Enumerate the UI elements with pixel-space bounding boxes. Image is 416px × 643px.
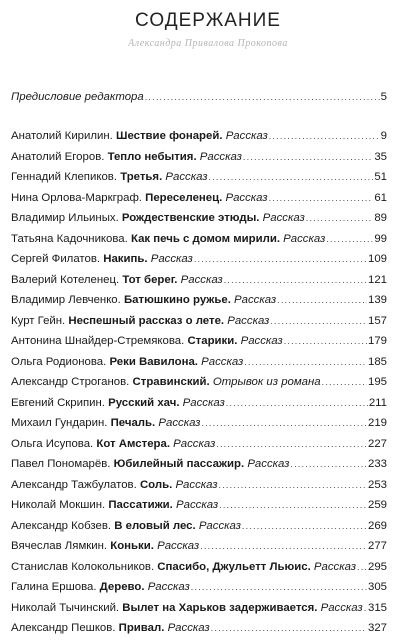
entry-author: Николай Тычинский. bbox=[11, 601, 120, 614]
entry-author: Александр Пешков. bbox=[11, 622, 116, 634]
toc-entry bbox=[11, 253, 387, 274]
leader-dots bbox=[269, 193, 374, 203]
entry-title: Коньки. bbox=[110, 540, 154, 552]
toc-entry bbox=[11, 458, 387, 479]
entry-genre: Рассказ bbox=[167, 622, 210, 634]
entry-author: Татьяна Кадочникова. bbox=[11, 232, 128, 245]
page-number: 259 bbox=[367, 499, 387, 511]
entry-author: Евгений Скрипин. bbox=[11, 396, 105, 409]
entry-genre: Отрывок из романа bbox=[212, 376, 321, 388]
entry-title: Как печь с домом мирили. bbox=[130, 232, 280, 245]
entry-author: Анатолий Егоров. bbox=[11, 150, 105, 163]
toc-entry bbox=[11, 171, 387, 192]
entry-text bbox=[11, 376, 321, 388]
toc-entry bbox=[11, 540, 387, 561]
entry-author: Михаил Гундарин. bbox=[11, 417, 108, 429]
toc-entry bbox=[11, 376, 387, 397]
entry-author: Александр Кобзев. bbox=[11, 519, 112, 532]
entry-text bbox=[11, 315, 269, 327]
entry-text bbox=[11, 294, 276, 306]
entry-author: Антонина Шнайдер-Стремякова. bbox=[11, 335, 185, 347]
toc-entry bbox=[11, 315, 387, 336]
entry-genre: Рассказ bbox=[150, 253, 193, 265]
entry-text bbox=[11, 233, 325, 245]
page-number: 269 bbox=[367, 519, 387, 532]
entry-author: Галина Ершова. bbox=[11, 581, 97, 593]
leader-dots bbox=[219, 480, 367, 490]
entry-text bbox=[11, 520, 241, 532]
entry-author: Александр Строганов. bbox=[11, 376, 130, 388]
leader-dots bbox=[216, 439, 367, 449]
leader-dots bbox=[209, 172, 374, 182]
toc-entry bbox=[11, 397, 387, 418]
page-number: 295 bbox=[367, 560, 387, 573]
show-through-text: Александра Привалова Прокопова bbox=[128, 38, 288, 49]
leader-dots bbox=[326, 234, 373, 244]
entry-title: Спасибо, Джульетт Льюис. bbox=[157, 560, 311, 573]
leader-dots bbox=[306, 213, 374, 223]
entry-title: Старики. bbox=[187, 335, 238, 347]
entry-title: Печаль. bbox=[110, 417, 156, 429]
entry-author: Курт Гейн. bbox=[11, 314, 66, 327]
page-number: 179 bbox=[367, 335, 387, 347]
entry-author: Станислав Колокольников. bbox=[11, 560, 155, 573]
page-number: 211 bbox=[368, 396, 387, 409]
entry-text bbox=[11, 335, 283, 347]
entry-author: Анатолий Кирилин. bbox=[11, 130, 113, 142]
entry-genre: Рассказ bbox=[198, 519, 241, 532]
entry-genre: Рассказ bbox=[227, 314, 270, 327]
leader-dots bbox=[200, 541, 367, 551]
leader-dots bbox=[244, 357, 367, 367]
page-number: 5 bbox=[380, 91, 387, 103]
entry-genre: Рассказ bbox=[320, 601, 363, 614]
entry-author: Владимир Ильиных. bbox=[11, 212, 119, 224]
entry-title: В еловый лес. bbox=[114, 519, 196, 532]
entry-text bbox=[11, 438, 215, 450]
page-number: 315 bbox=[367, 601, 387, 614]
table-of-contents bbox=[11, 91, 387, 643]
entry-text bbox=[11, 397, 225, 409]
leader-dots bbox=[191, 582, 367, 592]
toc-entry bbox=[11, 561, 387, 582]
leader-dots bbox=[145, 92, 380, 102]
leader-dots bbox=[270, 316, 367, 326]
leader-dots bbox=[243, 152, 373, 162]
leader-dots bbox=[194, 254, 367, 264]
leader-dots bbox=[284, 336, 367, 346]
page-number: 253 bbox=[367, 478, 387, 491]
leader-dots bbox=[322, 377, 367, 387]
entry-author: Ольга Исупова. bbox=[11, 437, 94, 450]
entry-author: Ольга Родионова. bbox=[11, 355, 107, 368]
entry-text bbox=[11, 417, 200, 429]
page-number: 219 bbox=[367, 417, 387, 429]
leader-dots bbox=[269, 131, 380, 141]
page-number: 233 bbox=[367, 458, 387, 470]
entry-text bbox=[11, 171, 208, 183]
toc-entry bbox=[11, 438, 387, 459]
toc-entry bbox=[11, 233, 387, 254]
entry-text bbox=[11, 212, 305, 224]
page-number: 185 bbox=[367, 355, 387, 368]
page-number: 195 bbox=[367, 376, 387, 388]
toc-entry-preface bbox=[11, 91, 387, 130]
entry-genre: Рассказ bbox=[173, 437, 216, 450]
entry-author: Николай Мокшин. bbox=[11, 499, 106, 511]
toc-entry bbox=[11, 294, 387, 315]
toc-entry bbox=[11, 520, 387, 541]
entry-title: Рождественские этюды. bbox=[121, 212, 260, 224]
entry-author: Александр Тажбулатов. bbox=[11, 478, 137, 491]
entry-genre: Рассказ bbox=[147, 581, 190, 593]
entry-author: Нина Орлова-Маркграф. bbox=[11, 191, 142, 204]
entry-title: Неспешный рассказ о лете. bbox=[68, 314, 225, 327]
entry-title: Переселенец. bbox=[145, 191, 223, 204]
page-number: 99 bbox=[374, 232, 387, 245]
entry-text bbox=[11, 151, 242, 163]
entry-genre: Рассказ bbox=[176, 499, 219, 511]
page-title: СОДЕРЖАНИЕ bbox=[135, 10, 281, 31]
entry-title: Третья. bbox=[120, 171, 163, 183]
entry-author: Владимир Левченко. bbox=[11, 294, 121, 306]
page-number: 121 bbox=[367, 273, 387, 286]
entry-author: Павел Пономарёв. bbox=[11, 458, 111, 470]
entry-title: Соль. bbox=[139, 478, 173, 491]
entry-title: Юбилейный пассажир. bbox=[113, 458, 245, 470]
leader-dots bbox=[219, 500, 367, 510]
toc-entry bbox=[11, 192, 387, 213]
entry-author: Валерий Котеленец. bbox=[11, 273, 120, 286]
entry-title: Русский хач. bbox=[108, 396, 180, 409]
entry-title: Пассатижи. bbox=[108, 499, 173, 511]
entry-title: Дерево. bbox=[99, 581, 145, 593]
entry-title: Батюшкино ружье. bbox=[123, 294, 231, 306]
entry-genre: Рассказ bbox=[225, 130, 268, 142]
preface-label: Предисловие редактора bbox=[11, 91, 144, 103]
entry-genre: Рассказ bbox=[158, 417, 201, 429]
toc-entry bbox=[11, 622, 387, 643]
entry-genre: Рассказ bbox=[199, 150, 242, 163]
page-number: 277 bbox=[367, 540, 387, 552]
entry-author: Вячеслав Лямкин. bbox=[11, 540, 108, 552]
toc-entry bbox=[11, 581, 387, 602]
page-number: 89 bbox=[374, 212, 387, 224]
entry-title: Реки Вавилона. bbox=[109, 355, 198, 368]
page-number: 157 bbox=[367, 314, 387, 327]
entry-text bbox=[11, 540, 199, 552]
leader-dots bbox=[357, 562, 367, 572]
entry-genre: Рассказ bbox=[201, 355, 244, 368]
toc-entry bbox=[11, 499, 387, 520]
entry-text bbox=[11, 581, 190, 593]
page-number: 305 bbox=[367, 581, 387, 593]
page-number: 9 bbox=[380, 130, 387, 142]
entry-text bbox=[11, 356, 243, 368]
page-number: 51 bbox=[374, 171, 387, 183]
entry-text bbox=[11, 561, 356, 573]
leader-dots bbox=[290, 459, 367, 469]
entry-genre: Рассказ bbox=[175, 478, 218, 491]
leader-dots bbox=[277, 295, 367, 305]
leader-dots bbox=[226, 398, 368, 408]
toc-entry bbox=[11, 212, 387, 233]
entry-author: Геннадий Клепиков. bbox=[11, 171, 118, 183]
entry-title: Привал. bbox=[118, 622, 165, 634]
entry-text bbox=[11, 253, 193, 265]
toc-entry bbox=[11, 602, 387, 623]
entry-title: Кот Амстера. bbox=[96, 437, 170, 450]
entry-author: Сергей Филатов. bbox=[11, 253, 101, 265]
entry-genre: Рассказ bbox=[165, 171, 208, 183]
leader-dots bbox=[224, 275, 367, 285]
page-number: 61 bbox=[374, 191, 387, 204]
entry-title: Стравинский. bbox=[132, 376, 210, 388]
leader-dots bbox=[211, 623, 367, 633]
entry-title: Шествие фонарей. bbox=[116, 130, 223, 142]
entry-genre: Рассказ bbox=[225, 191, 268, 204]
entry-genre: Рассказ bbox=[313, 560, 357, 573]
entry-title: Тепло небытия. bbox=[107, 150, 197, 163]
toc-entry bbox=[11, 335, 387, 356]
entry-text bbox=[11, 274, 223, 286]
page-number: 327 bbox=[367, 622, 387, 634]
entry-genre: Рассказ bbox=[247, 458, 290, 470]
entry-title: Тот берег. bbox=[122, 273, 178, 286]
toc-entry bbox=[11, 151, 387, 172]
entry-genre: Рассказ bbox=[262, 212, 305, 224]
page-number: 109 bbox=[367, 253, 387, 265]
entry-genre: Рассказ bbox=[240, 335, 283, 347]
entry-title: Вылет на Харьков задерживается. bbox=[122, 601, 318, 614]
page-number: 35 bbox=[374, 150, 387, 163]
entry-genre: Рассказ bbox=[182, 396, 225, 409]
leader-dots bbox=[201, 418, 367, 428]
leader-dots bbox=[242, 521, 367, 531]
entry-text bbox=[11, 130, 268, 142]
leader-dots bbox=[364, 603, 367, 613]
entry-genre: Рассказ bbox=[157, 540, 200, 552]
entry-genre: Рассказ bbox=[283, 232, 326, 245]
toc-entry bbox=[11, 130, 387, 151]
toc-entry bbox=[11, 356, 387, 377]
entry-text bbox=[11, 458, 289, 470]
entry-text bbox=[11, 602, 363, 614]
entry-genre: Рассказ bbox=[234, 294, 277, 306]
entry-genre: Рассказ bbox=[180, 273, 223, 286]
entry-text bbox=[11, 622, 210, 634]
toc-entry bbox=[11, 479, 387, 500]
toc-entry bbox=[11, 274, 387, 295]
toc-entry bbox=[11, 417, 387, 438]
page-number: 139 bbox=[367, 294, 387, 306]
entry-text bbox=[11, 192, 268, 204]
entry-title: Накипь. bbox=[103, 253, 148, 265]
entry-text bbox=[11, 499, 218, 511]
page-number: 227 bbox=[367, 437, 387, 450]
entry-text bbox=[11, 479, 218, 491]
